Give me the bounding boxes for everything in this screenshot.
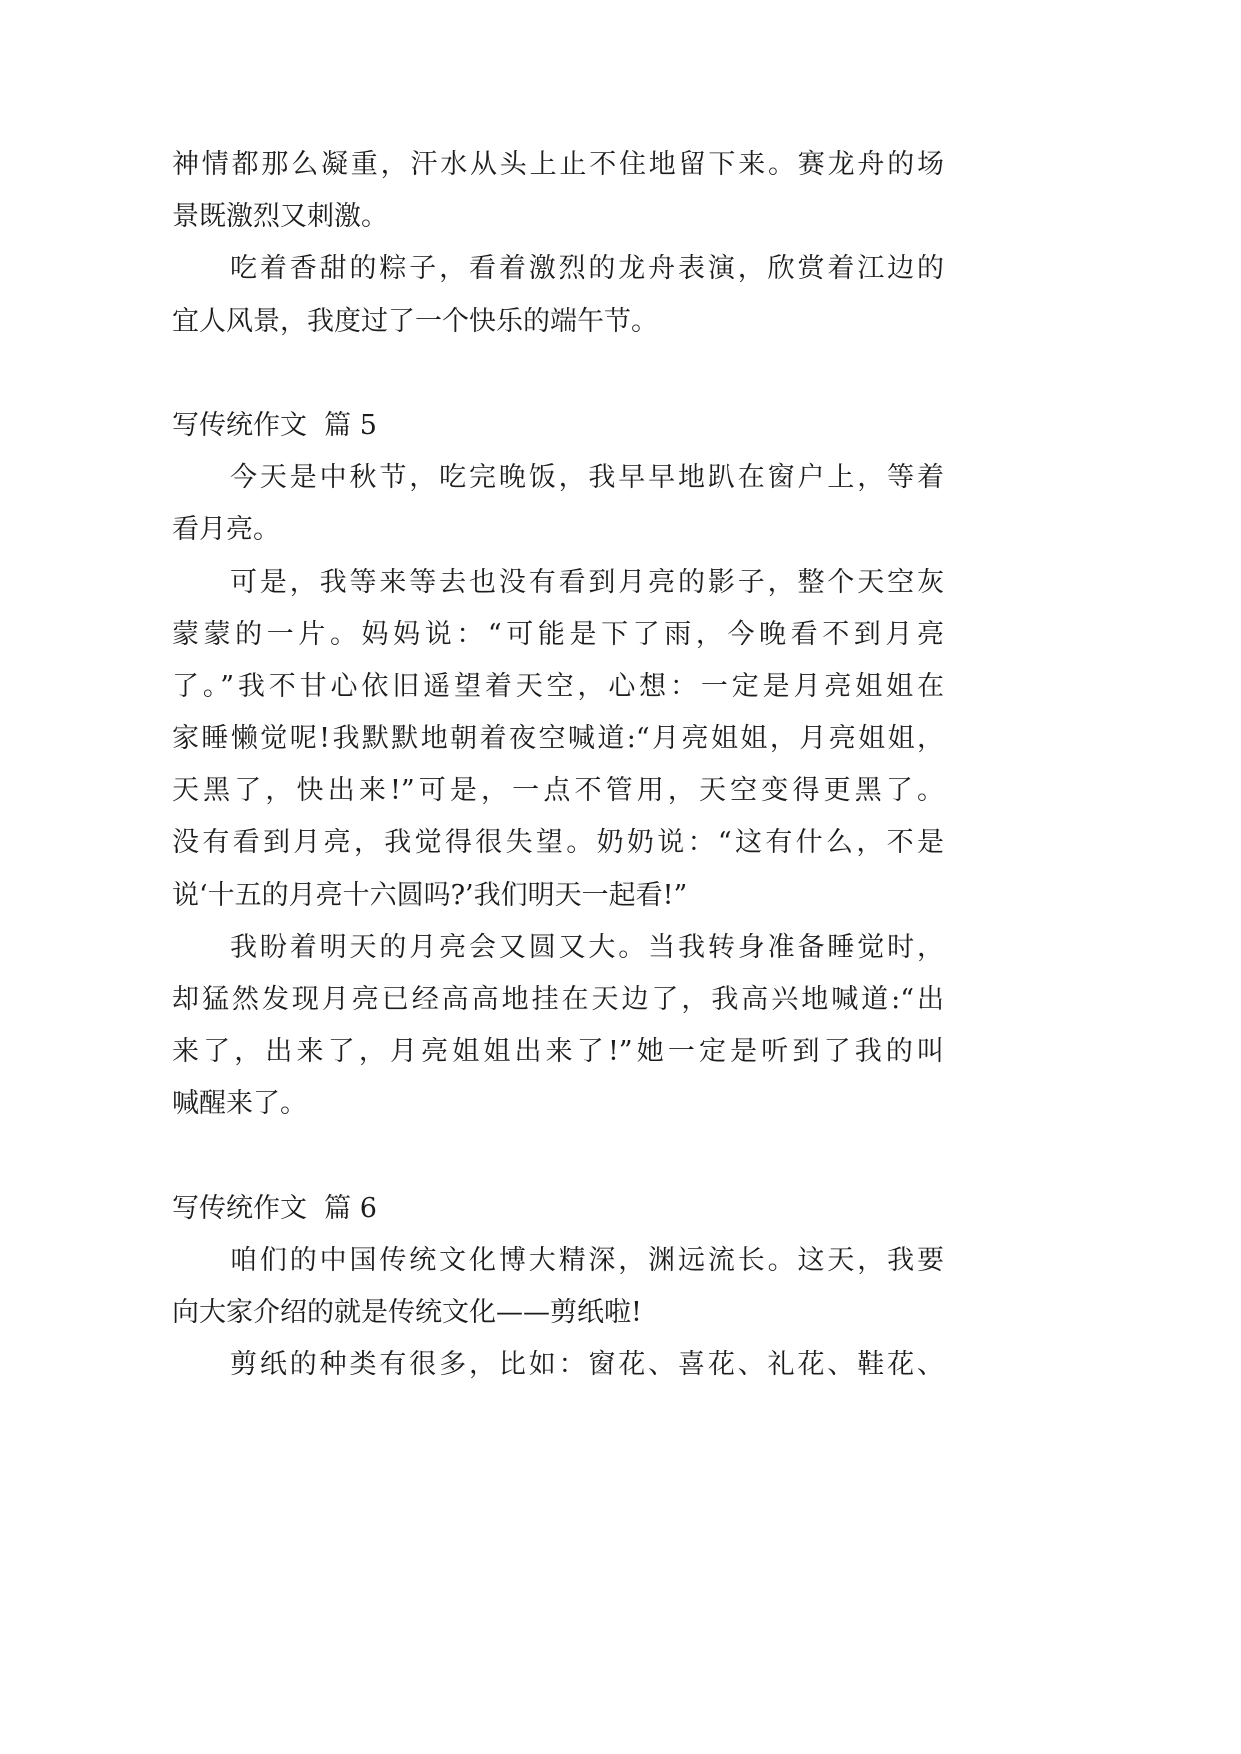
text-line: 说‘十五的月亮十六圆吗?’我们明天一起看!” <box>172 879 688 911</box>
text-line: 天黑了，快出来!”可是，一点不管用，天空变得更黑了。 <box>172 775 944 807</box>
text-line: 吃着香甜的粽子，看着激烈的龙舟表演，欣赏着江边的 <box>230 253 944 285</box>
text-line: 蒙蒙的一片。妈妈说：“可能是下了雨，今晚看不到月亮 <box>172 618 944 650</box>
text-line: 来了，出来了，月亮姐姐出来了!”她一定是听到了我的叫 <box>172 1036 944 1068</box>
paragraph <box>172 452 1241 556</box>
section <box>172 139 1241 348</box>
text-line: 神情都那么凝重，汗水从头上止不住地留下来。赛龙舟的场 <box>172 149 944 180</box>
text-line: 咱们的中国传统文化博大精深，渊远流长。这天，我要 <box>230 1244 944 1276</box>
paragraph <box>172 922 1241 1131</box>
text-line: 向大家介绍的就是传统文化——剪纸啦! <box>172 1297 642 1329</box>
section-heading: 写传统作文 篇 6 <box>172 1192 377 1224</box>
paragraph <box>172 557 1241 922</box>
text-line: 却猛然发现月亮已经高高地挂在天边了，我高兴地喊道:“出 <box>172 984 944 1015</box>
text-line: 剪纸的种类有很多，比如：窗花、喜花、礼花、鞋花、 <box>230 1349 944 1381</box>
text-line: 我盼着明天的月亮会又圆又大。当我转身准备睡觉时， <box>230 931 944 963</box>
text-line: 景既激烈又刺激。 <box>172 201 388 233</box>
text-line: 宜人风景，我度过了一个快乐的端午节。 <box>172 305 658 337</box>
text-line: 看月亮。 <box>172 514 280 546</box>
section-heading: 写传统作文 篇 5 <box>172 409 377 441</box>
text-line: 今天是中秋节，吃完晚饭，我早早地趴在窗户上，等着 <box>230 462 944 494</box>
paragraph <box>172 139 1241 243</box>
paragraph <box>172 243 1241 347</box>
text-line: 喊醒来了。 <box>172 1088 307 1120</box>
paragraph <box>172 1235 1241 1339</box>
section <box>172 400 1241 1131</box>
text-line: 了。”我不甘心依旧遥望着天空，心想：一定是月亮姐姐在 <box>172 670 944 702</box>
section <box>172 1183 1241 1392</box>
paragraph <box>172 1339 1241 1391</box>
text-line: 可是，我等来等去也没有看到月亮的影子，整个天空灰 <box>230 566 944 598</box>
text-line: 没有看到月亮，我觉得很失望。奶奶说：“这有什么，不是 <box>172 827 944 859</box>
text-line: 家睡懒觉呢!我默默地朝着夜空喊道:“月亮姐姐，月亮姐姐， <box>172 723 944 755</box>
